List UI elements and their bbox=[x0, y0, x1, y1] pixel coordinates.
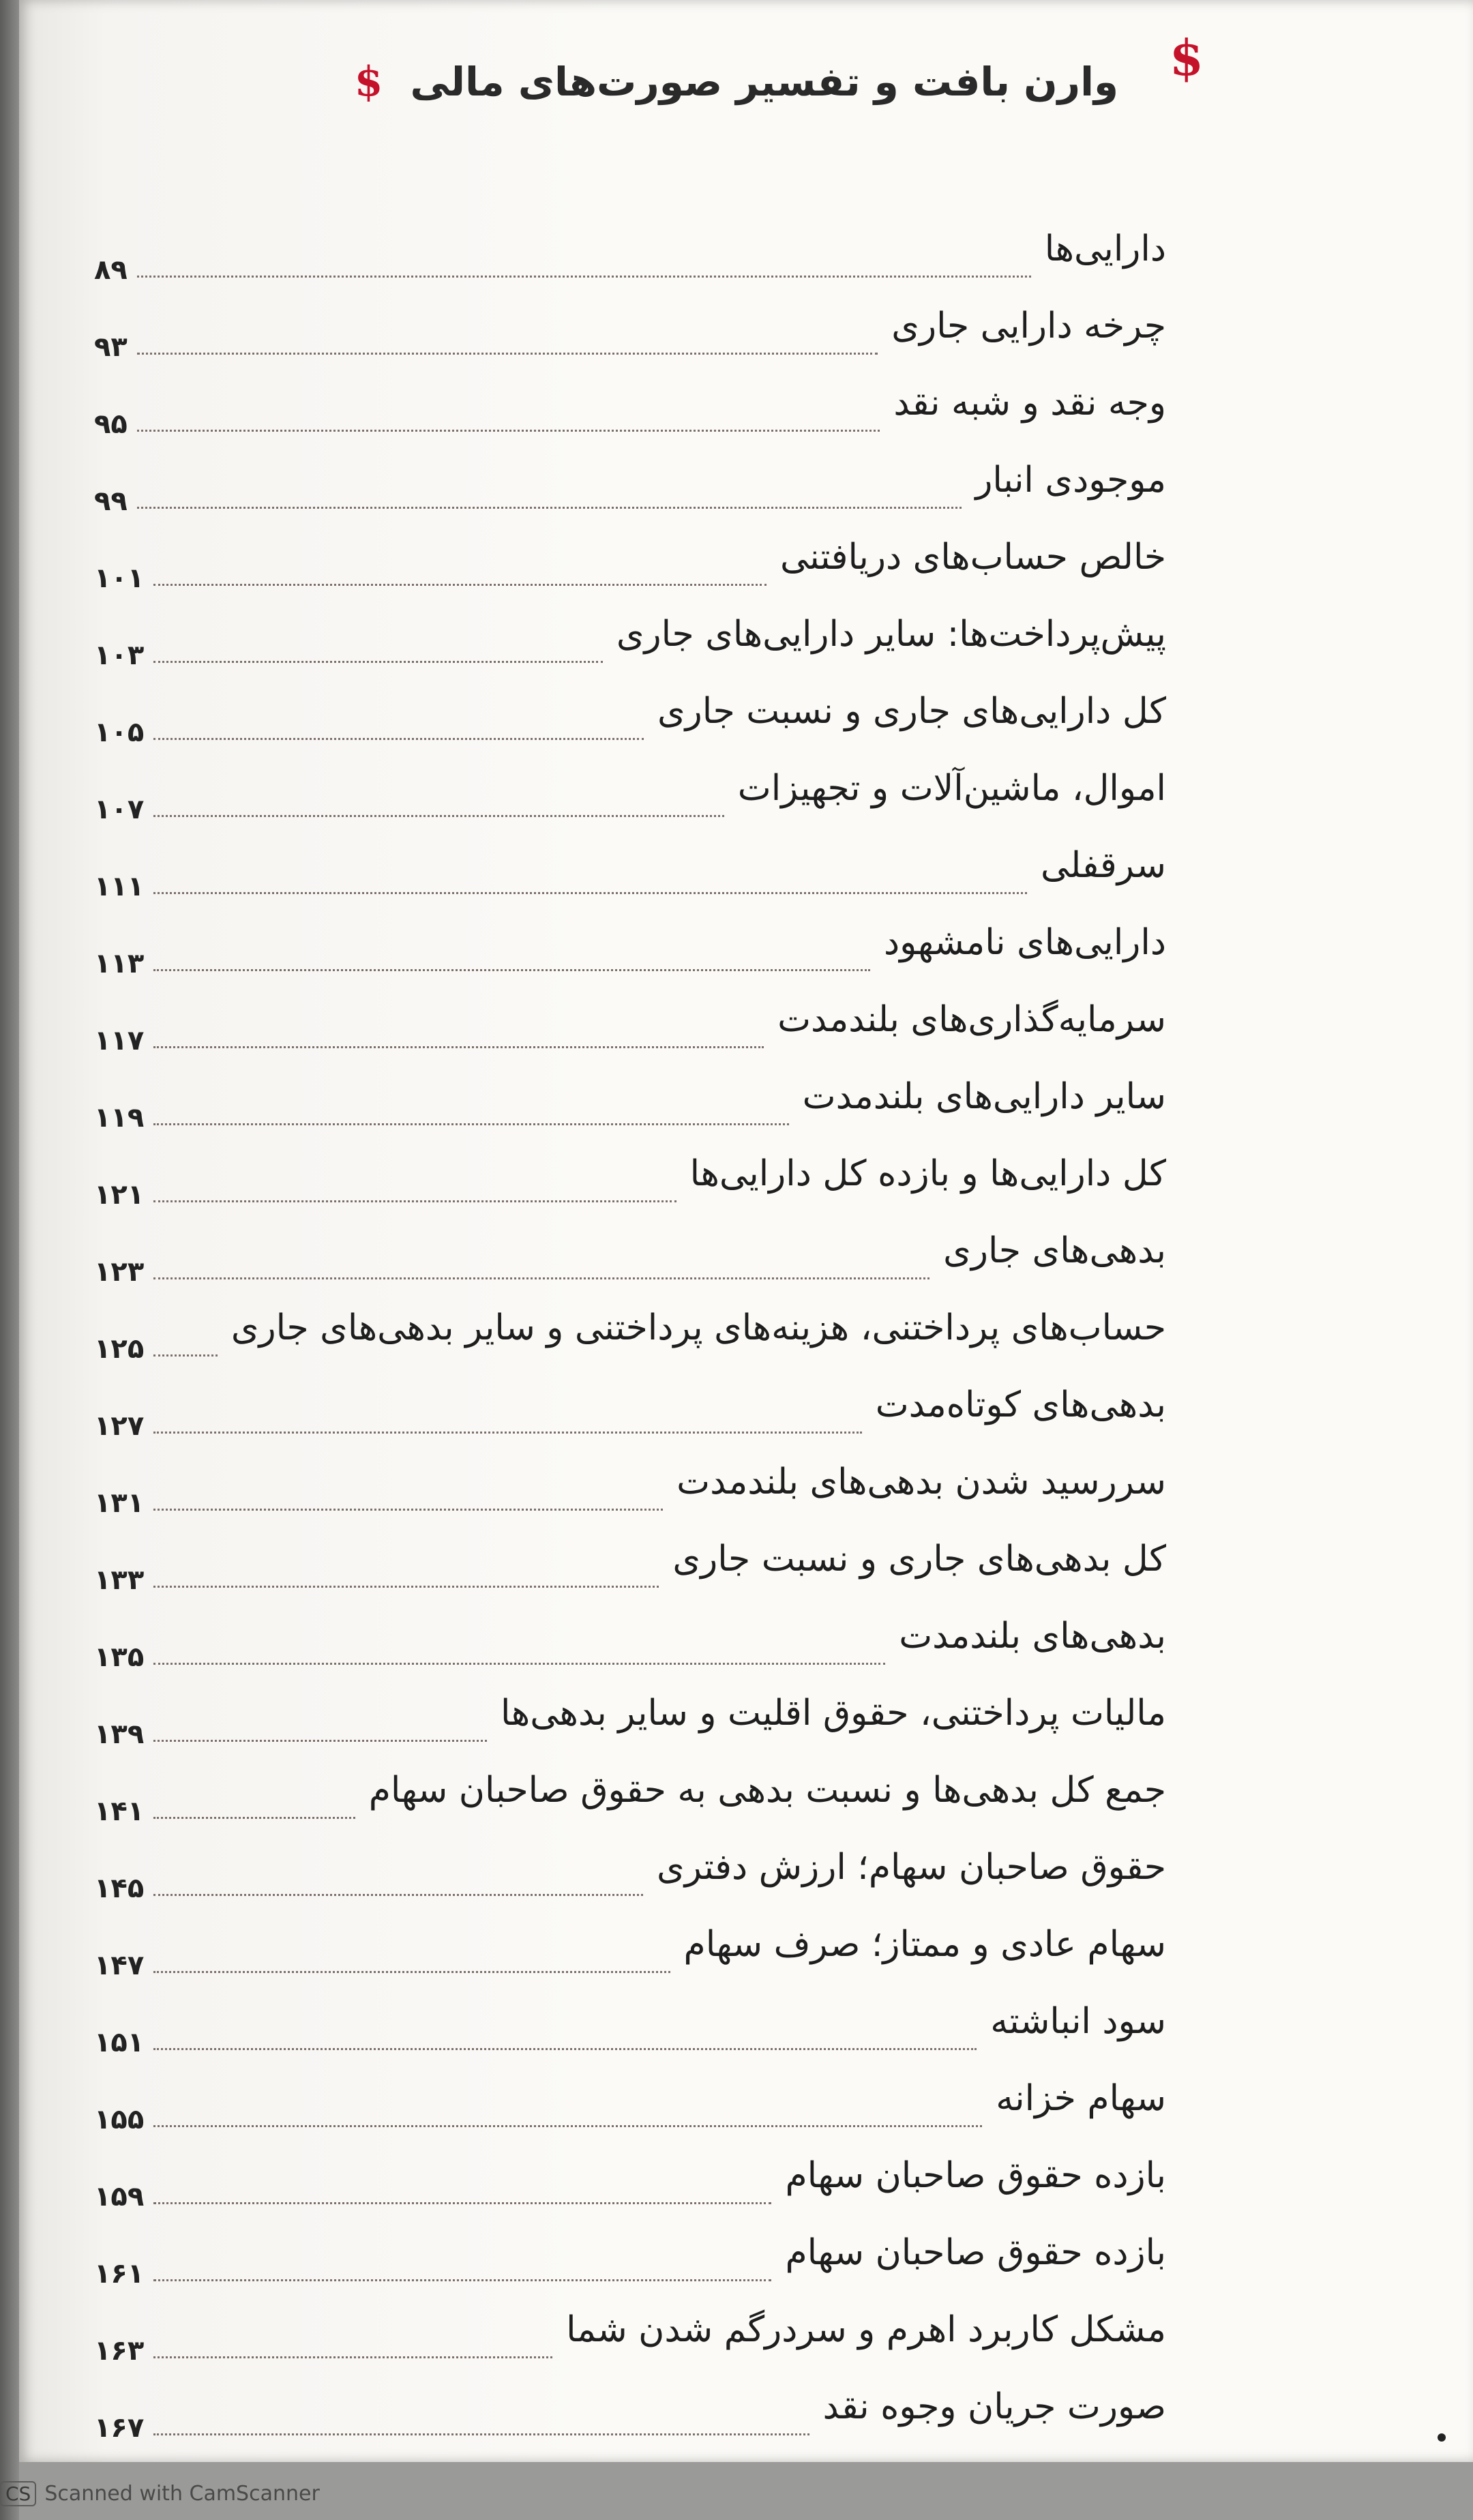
toc-dot-leader bbox=[153, 1509, 663, 1511]
toc-entry-title: وجه نقد و شبه نقد bbox=[893, 383, 1166, 424]
toc-row bbox=[94, 537, 1166, 598]
toc-row bbox=[94, 2155, 1166, 2217]
toc-page-number: ۱۱۱ bbox=[94, 871, 145, 902]
toc-entry-title: صورت جریان وجوه نقد bbox=[822, 2386, 1166, 2427]
toc-page-number: ۱۱۳ bbox=[94, 948, 145, 979]
toc-page-number: ۱۵۵ bbox=[94, 2104, 145, 2135]
toc-row bbox=[94, 228, 1166, 290]
toc-entry-title: بدهی‌های بلندمدت bbox=[899, 1616, 1166, 1657]
toc-row bbox=[94, 1770, 1166, 1831]
toc-row bbox=[94, 306, 1166, 367]
toc-page-number: ۱۰۵ bbox=[94, 717, 145, 748]
toc-page-number: ۱۵۹ bbox=[94, 2181, 145, 2212]
toc-page-number: ۱۱۷ bbox=[94, 1025, 145, 1056]
toc-entry-title: کل دارایی‌های جاری و نسبت جاری bbox=[657, 691, 1166, 732]
toc-page-number: ۱۳۱ bbox=[94, 1487, 145, 1519]
toc-dot-leader bbox=[153, 738, 644, 740]
toc-entry-title: جمع کل بدهی‌ها و نسبت بدهی به حقوق صاحبان سهام bbox=[368, 1770, 1166, 1811]
toc-page-number: ۱۲۵ bbox=[94, 1333, 145, 1365]
scanner-watermark bbox=[0, 2481, 320, 2506]
toc-dot-leader bbox=[153, 2048, 977, 2050]
toc-row bbox=[94, 2001, 1166, 2062]
toc-entry-title: سود انباشته bbox=[990, 2001, 1166, 2042]
table-of-contents bbox=[19, 0, 1473, 2462]
toc-dot-leader bbox=[153, 815, 724, 817]
toc-row bbox=[94, 383, 1166, 444]
book-page bbox=[19, 0, 1473, 2462]
toc-page-number: ۱۲۱ bbox=[94, 1179, 145, 1211]
toc-entry-title: سهام عادی و ممتاز؛ صرف سهام bbox=[683, 1924, 1166, 1965]
toc-dot-leader bbox=[153, 2125, 982, 2127]
toc-entry-title: پیش‌پرداخت‌ها: سایر دارایی‌های جاری bbox=[616, 614, 1166, 655]
toc-entry-title: سررسید شدن بدهی‌های بلندمدت bbox=[676, 1462, 1166, 1502]
toc-dot-leader bbox=[153, 1123, 789, 1125]
toc-row bbox=[94, 1462, 1166, 1523]
toc-dot-leader bbox=[153, 2433, 809, 2435]
toc-entry-title: کل دارایی‌ها و بازده کل دارایی‌ها bbox=[689, 1153, 1166, 1194]
toc-page-number: ۱۱۹ bbox=[94, 1102, 145, 1133]
scanner-watermark-text: Scanned with CamScanner bbox=[44, 2482, 320, 2506]
toc-page-number: ۱۰۳ bbox=[94, 640, 145, 671]
toc-row bbox=[94, 1076, 1166, 1138]
toc-row bbox=[94, 2232, 1166, 2294]
toc-entry-title: سایر دارایی‌های بلندمدت bbox=[802, 1076, 1166, 1117]
toc-page-number: ۱۴۵ bbox=[94, 1873, 145, 1904]
toc-entry-title: خالص حساب‌های دریافتنی bbox=[779, 537, 1166, 578]
toc-page-number: ۱۶۷ bbox=[94, 2412, 145, 2444]
toc-dot-leader bbox=[153, 1354, 218, 1357]
toc-row bbox=[94, 460, 1166, 521]
toc-dot-leader bbox=[153, 584, 767, 586]
toc-dot-leader bbox=[153, 1277, 929, 1279]
toc-dot-leader bbox=[153, 1586, 659, 1588]
toc-row bbox=[94, 845, 1166, 906]
toc-dot-leader bbox=[137, 276, 1031, 278]
toc-row bbox=[94, 2309, 1166, 2371]
toc-entry-title: بدهی‌های جاری bbox=[943, 1230, 1166, 1271]
toc-row bbox=[94, 768, 1166, 829]
toc-row bbox=[94, 922, 1166, 983]
toc-row bbox=[94, 1153, 1166, 1215]
toc-page-number: ۸۹ bbox=[94, 254, 128, 286]
book-gutter bbox=[0, 0, 19, 2520]
dollar-symbol-header: $ bbox=[1169, 29, 1204, 87]
toc-page-number: ۱۶۱ bbox=[94, 2258, 145, 2289]
toc-page-number: ۱۲۳ bbox=[94, 1256, 145, 1288]
toc-page-number: ۱۰۷ bbox=[94, 794, 145, 825]
toc-row bbox=[94, 691, 1166, 752]
toc-entry-title: سرمایه‌گذاری‌های بلندمدت bbox=[777, 999, 1166, 1040]
toc-dot-leader bbox=[153, 1663, 885, 1665]
toc-row bbox=[94, 1693, 1166, 1754]
toc-dot-leader bbox=[153, 2279, 771, 2281]
toc-entry-title: دارایی‌ها bbox=[1044, 228, 1166, 269]
toc-row bbox=[94, 1539, 1166, 1600]
toc-row bbox=[94, 1384, 1166, 1446]
toc-page-number: ۱۰۱ bbox=[94, 563, 145, 594]
toc-entry-title: حساب‌های پرداختنی، هزینه‌های پرداختنی و سایر بدهی‌های جاری bbox=[230, 1307, 1166, 1348]
toc-row bbox=[94, 2386, 1166, 2448]
toc-page-number: ۱۴۷ bbox=[94, 1950, 145, 1981]
toc-entry-title: بازده حقوق صاحبان سهام bbox=[785, 2155, 1166, 2196]
toc-entry-title: موجودی انبار bbox=[975, 460, 1166, 501]
toc-dot-leader bbox=[153, 1740, 487, 1742]
toc-row bbox=[94, 1230, 1166, 1292]
toc-page-number: ۱۲۷ bbox=[94, 1410, 145, 1442]
toc-entry-title: اموال، ماشین‌آلات و تجهیزات bbox=[737, 768, 1166, 809]
toc-row bbox=[94, 1307, 1166, 1369]
toc-dot-leader bbox=[153, 661, 603, 663]
toc-page-number: ۹۹ bbox=[94, 486, 128, 517]
toc-entry-title: سرقفلی bbox=[1041, 845, 1166, 886]
toc-dot-leader bbox=[137, 353, 878, 355]
toc-row bbox=[94, 1847, 1166, 1908]
toc-page-number: ۱۵۱ bbox=[94, 2027, 145, 2058]
toc-entry-title: بدهی‌های کوتاه‌مدت bbox=[875, 1384, 1166, 1425]
toc-page-number: ۹۳ bbox=[94, 331, 128, 363]
toc-dot-leader bbox=[153, 1971, 670, 1973]
toc-row bbox=[94, 1616, 1166, 1677]
toc-entry-title: کل بدهی‌های جاری و نسبت جاری bbox=[672, 1539, 1166, 1580]
book-title: وارن بافت و تفسیر صورت‌های مالی bbox=[410, 59, 1118, 105]
toc-page-number: ۱۶۳ bbox=[94, 2335, 145, 2367]
dollar-symbol-title: $ bbox=[354, 58, 383, 106]
toc-page-number: ۱۳۹ bbox=[94, 1719, 145, 1750]
toc-dot-leader bbox=[153, 2356, 552, 2358]
toc-page-number: ۱۳۵ bbox=[94, 1642, 145, 1673]
toc-dot-leader bbox=[153, 1046, 764, 1048]
page-dot bbox=[1438, 2433, 1446, 2442]
toc-entry-title: چرخه دارایی جاری bbox=[891, 306, 1166, 346]
toc-entry-title: بازده حقوق صاحبان سهام bbox=[785, 2232, 1166, 2273]
toc-dot-leader bbox=[153, 1817, 355, 1819]
toc-dot-leader bbox=[153, 1200, 676, 1202]
toc-dot-leader bbox=[153, 892, 1027, 894]
toc-page-number: ۱۴۱ bbox=[94, 1796, 145, 1827]
toc-row bbox=[94, 1924, 1166, 1985]
camscanner-logo-icon: CS bbox=[0, 2481, 36, 2506]
toc-row bbox=[94, 999, 1166, 1061]
toc-dot-leader bbox=[137, 507, 962, 509]
toc-dot-leader bbox=[153, 1894, 643, 1896]
toc-dot-leader bbox=[153, 1432, 862, 1434]
toc-entry-title: حقوق صاحبان سهام؛ ارزش دفتری bbox=[657, 1847, 1166, 1888]
toc-page-number: ۱۳۳ bbox=[94, 1565, 145, 1596]
toc-dot-leader bbox=[137, 430, 880, 432]
toc-entry-title: مالیات پرداختنی، حقوق اقلیت و سایر بدهی‌ها bbox=[500, 1693, 1166, 1734]
toc-dot-leader bbox=[153, 2202, 771, 2204]
toc-entry-title: مشکل کاربرد اهرم و سردرگم شدن شما bbox=[566, 2309, 1166, 2350]
toc-page-number: ۹۵ bbox=[94, 409, 128, 440]
toc-row bbox=[94, 614, 1166, 675]
toc-dot-leader bbox=[153, 969, 870, 971]
toc-entry-title: سهام خزانه bbox=[996, 2078, 1166, 2119]
toc-entry-title: دارایی‌های نامشهود bbox=[883, 922, 1166, 963]
toc-row bbox=[94, 2078, 1166, 2139]
